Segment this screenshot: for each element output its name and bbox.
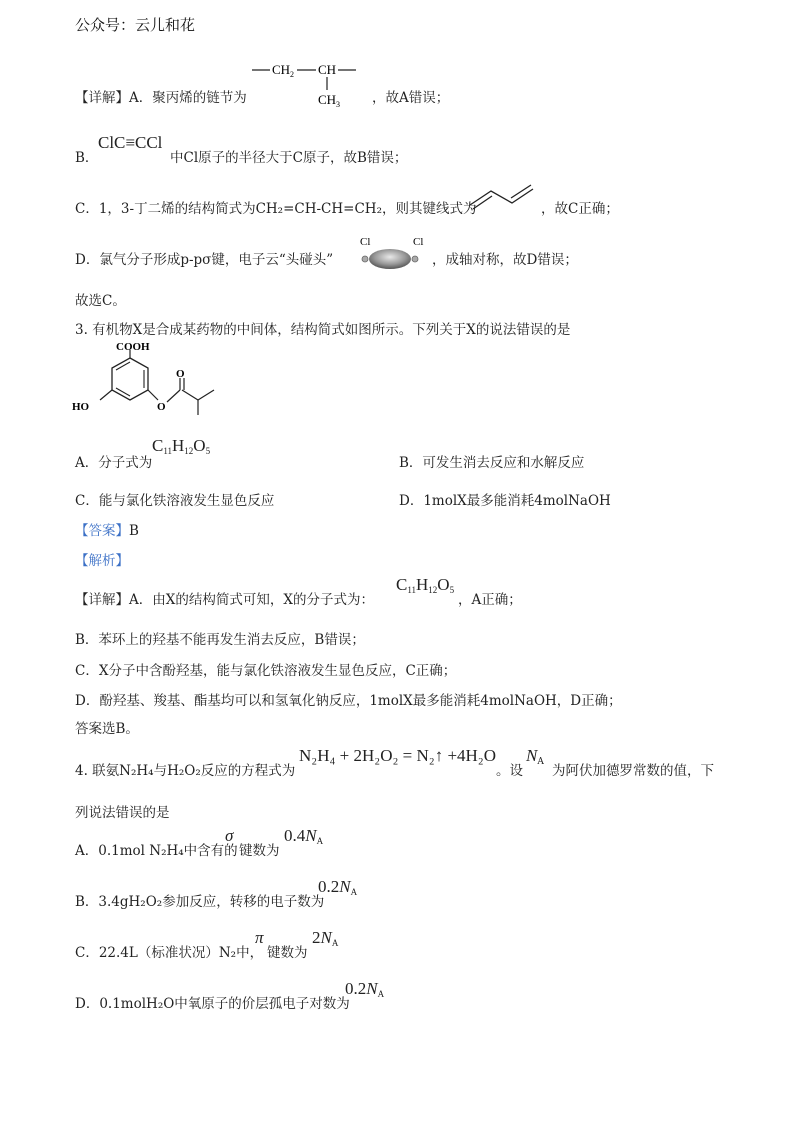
q3-option-d: D．1molX最多能消耗4molNaOH [399, 493, 611, 509]
q2-line-a-text: 【详解】A．聚丙烯的链节为 [75, 90, 247, 106]
sigma-bond-electron-cloud [358, 234, 430, 272]
q4-stem-line2: 列说法错误的是 [75, 805, 170, 821]
q2-line-b-text: 中Cl原子的半径大于C原子，故B错误； [170, 150, 408, 166]
answer-value: B [129, 523, 139, 539]
q2-line-c-text: C．1，3-丁二烯的结构简式为CH₂=CH-CH=CH₂，则其键线式为 [75, 201, 477, 217]
formula-c: C [396, 575, 408, 594]
svg-text:3: 3 [336, 100, 340, 109]
q4-option-a-text: A．0.1mol N₂H₄中含有的 [75, 843, 238, 859]
q4-option-a-sigma: σ [225, 826, 234, 845]
dichloroacetylene-formula: ClC≡CCl [98, 133, 163, 152]
value: 0.2 [318, 877, 340, 896]
na-sub: A [377, 989, 385, 999]
q4-stem-mid: 。设 [496, 763, 523, 779]
answer-tag: 【答案】 [75, 523, 129, 539]
q3-detail-b: B．苯环上的羟基不能再发生消去反应，B错误； [75, 632, 365, 648]
q3-detail-a: 【详解】A．由X的结构简式可知，X的分子式为： [75, 592, 374, 608]
q4-option-a-value [284, 826, 323, 846]
q3-detail-c: C．X分子中含酚羟基，能与氯化铁溶液发生显色反应，C正确； [75, 663, 457, 679]
butadiene-skeletal-structure [467, 183, 539, 213]
formula-c-sub: 11 [163, 446, 173, 456]
ho-label: HO [72, 401, 90, 413]
q2-line-d-after: ，成轴对称，故D错误； [432, 252, 578, 268]
na-n: N [526, 746, 538, 765]
ch2-label: CH [272, 62, 291, 77]
q2-line-a-after: ，故A错误； [372, 90, 450, 106]
q4-na-symbol [526, 746, 544, 767]
formula-h-sub: 12 [428, 585, 438, 595]
q4-option-d-text: D．0.1molH₂O中氧原子的价层孤电子对数为 [75, 996, 350, 1012]
q4-option-c-text: C．22.4L（标准状况）N₂中， [75, 945, 264, 961]
q3-option-a [75, 451, 152, 471]
formula-c: C [152, 436, 164, 455]
formula-o: O [193, 436, 206, 455]
na-n: N [305, 826, 317, 845]
q4-option-b-value [318, 877, 357, 897]
q4-stem-before: 4. 联氨N₂H₄与H₂O₂反应的方程式为 [75, 763, 296, 779]
q3-detail-a-formula [396, 575, 454, 595]
value: 0.2 [345, 979, 367, 998]
formula-o: O [437, 575, 450, 594]
formula-o-sub: 5 [449, 585, 455, 595]
q4-option-d-value [345, 979, 384, 999]
q3-option-a-formula [152, 436, 210, 456]
carbonyl-o-label: O [176, 368, 185, 380]
q4-option-a-mid: 键数为 [239, 843, 280, 859]
na-sub: A [316, 836, 324, 846]
header-watermark: 公众号：云儿和花 [75, 16, 196, 34]
na-sub: A [331, 938, 339, 948]
formula-h: H [172, 436, 185, 455]
na-sub: A [537, 757, 544, 767]
q3-analysis-tag: 【解析】 [75, 553, 129, 569]
cl-right-label: Cl [413, 236, 424, 248]
na-n: N [320, 928, 332, 947]
q3-option-c: C．能与氯化铁溶液发生显色反应 [75, 493, 275, 509]
q4-option-c-mid: 键数为 [267, 945, 308, 961]
svg-text:2: 2 [290, 70, 294, 79]
na-sub: A [350, 887, 358, 897]
q2-line-b-label: B． [75, 150, 99, 166]
q2-line-c-after: ，故C正确； [541, 201, 619, 217]
q3-option-b: B．可发生消去反应和水解反应 [399, 455, 585, 471]
formula-c-sub: 11 [407, 585, 417, 595]
q4-option-c-pi: π [255, 928, 264, 947]
value: 0.4 [284, 826, 306, 845]
q3-stem: 3. 有机物X是合成某药物的中间体，结构简式如图所示。下列关于X的说法错误的是 [75, 322, 571, 338]
ch-label: CH [318, 62, 337, 77]
q2-line-d-text: D．氯气分子形成p-pσ键，电子云“头碰头” [75, 252, 334, 268]
cl-left-label: Cl [360, 236, 371, 248]
formula-h-sub: 12 [184, 446, 194, 456]
polypropylene-unit-structure [250, 58, 365, 113]
q4-option-c-value [312, 928, 338, 948]
formula-h: H [416, 575, 429, 594]
value: 2 [312, 928, 321, 947]
ch3-label: CH [318, 92, 337, 107]
q2-line-a [75, 86, 247, 106]
q4-option-b-text: B．3.4gH₂O₂参加反应，转移的电子数为 [75, 894, 325, 910]
q3-detail-d: D．酚羟基、羧基、酯基均可以和氢氧化钠反应，1molX最多能消耗4molNaOH，D正确； [75, 693, 622, 709]
compound-x-structure [70, 340, 230, 420]
q2-answer: 故选C。 [75, 293, 126, 309]
ester-o-label: O [157, 401, 166, 413]
q4-stem-after: 为阿伏加德罗常数的值，下 [552, 763, 714, 779]
na-n: N [366, 979, 378, 998]
q3-conclusion: 答案选B。 [75, 721, 139, 737]
formula-o-sub: 5 [205, 446, 211, 456]
q3-detail-a-after: ，A正确； [458, 592, 522, 608]
cooh-label: COOH [116, 341, 150, 353]
q3-answer [75, 519, 139, 539]
na-n: N [339, 877, 351, 896]
q4-equation: N₂H₄ + 2H₂O₂ = N₂↑ +4H₂O [299, 746, 497, 765]
q3-option-a-label: A．分子式为 [75, 455, 153, 471]
